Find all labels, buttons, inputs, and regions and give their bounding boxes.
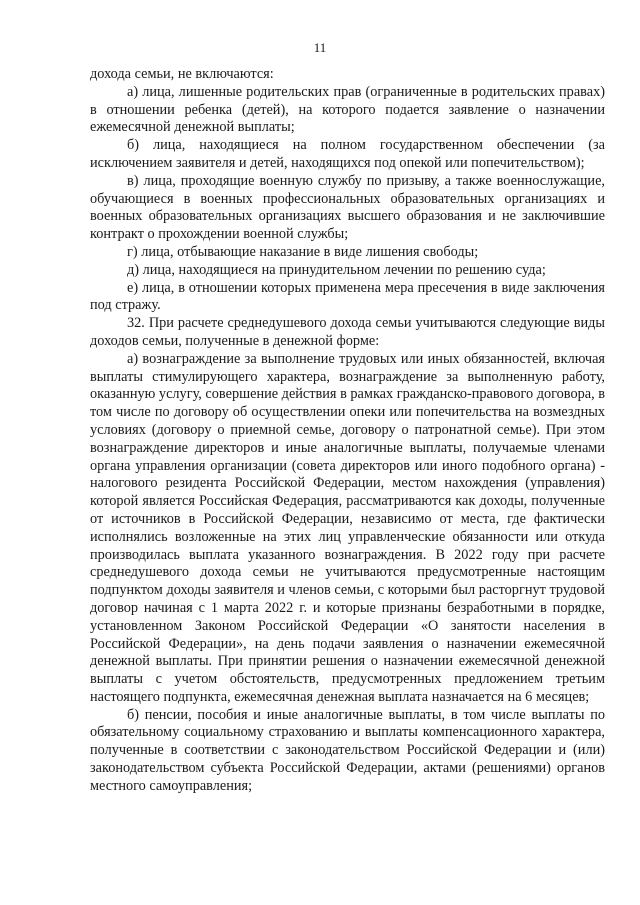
paragraph-item-g: г) лица, отбывающие наказание в виде лишения свободы; xyxy=(127,243,479,260)
paragraph-section-32: 32. При расчете среднедушевого дохода семьи учитываются следующие виды доходов семьи, полученные в денежной форме: xyxy=(90,315,605,349)
paragraph-item-b: б) лица, находящиеся на полном государственном обеспечении (за исключением заявителя и детей, находящихся под опекой или попечительством); xyxy=(90,137,605,171)
paragraph-item-d: д) лица, находящиеся на принудительном лечении по решению суда; xyxy=(127,261,546,278)
document-body xyxy=(90,66,605,796)
paragraph-item-v: в) лица, проходящие военную службу по призыву, а также военнослужащие, обучающиеся в военных профессиональных образовательных организациях и военных образовательных организациях высшего образования и не заключившие контракт о прохождении военной службы; xyxy=(90,172,605,243)
page-number: 11 xyxy=(313,40,327,55)
paragraph-item-a: а) лица, лишенные родительских прав (ограниченные в родительских правах) в отношении ребенка (детей), на которого подается заявление о назначении ежемесячной денежной выплаты; xyxy=(90,83,605,136)
paragraph-32-item-a: а) вознаграждение за выполнение трудовых или иных обязанностей, включая выплаты стимулирующего характера, вознаграждение за выполненную работу, оказанную услугу, совершение действия в рамках гражданско-правового договора, в том числе по договору об осуществлении опеки или попечительства на возмездных условиях (договору о приемной семье, договору о патронатной семье). При этом вознаграждение директоров и иные аналогичные выплаты, получаемые членами органа управления организации (совета директоров или иного подобного органа) - налогового резидента Российской Федерации, местом нахождения (управления) которой является Российская Федерация, рассматриваются как доходы, полученные от источников в Российской Федерации, независимо от места, где фактически исполнялись возложенные на этих лиц управленческие обязанности или откуда производилась выплата указанного вознаграждения. В 2022 году при расчете среднедушевого дохода семьи не учитываются предусмотренные настоящим подпунктом доходы заявителя и членов семьи, с которыми был расторгнут трудовой договор начиная с 1 марта 2022 г. и которые признаны безработными в порядке, установленном Законом Российской Федерации «О занятости населения в Российской Федерации», на день подачи заявления о назначении ежемесячной денежной выплаты. При принятии решения о назначении ежемесячной денежной выплаты с учетом обстоятельств, предусмотренных предложением третьим настоящего подпункта, ежемесячная денежная выплата назначается на 6 месяцев; xyxy=(90,350,605,705)
paragraph-item-e: е) лица, в отношении которых применена мера пресечения в виде заключения под стражу. xyxy=(90,279,605,314)
paragraph-intro: дохода семьи, не включаются: xyxy=(90,66,274,82)
paragraph-32-item-b: б) пенсии, пособия и иные аналогичные выплаты, в том числе выплаты по обязательному социальному страхованию и выплаты компенсационного характера, полученные в соответствии с законодательством Российской Федерации и (или) законодательством субъекта Российской Федерации, актами (решениями) органов местного самоуправления; xyxy=(90,706,605,794)
